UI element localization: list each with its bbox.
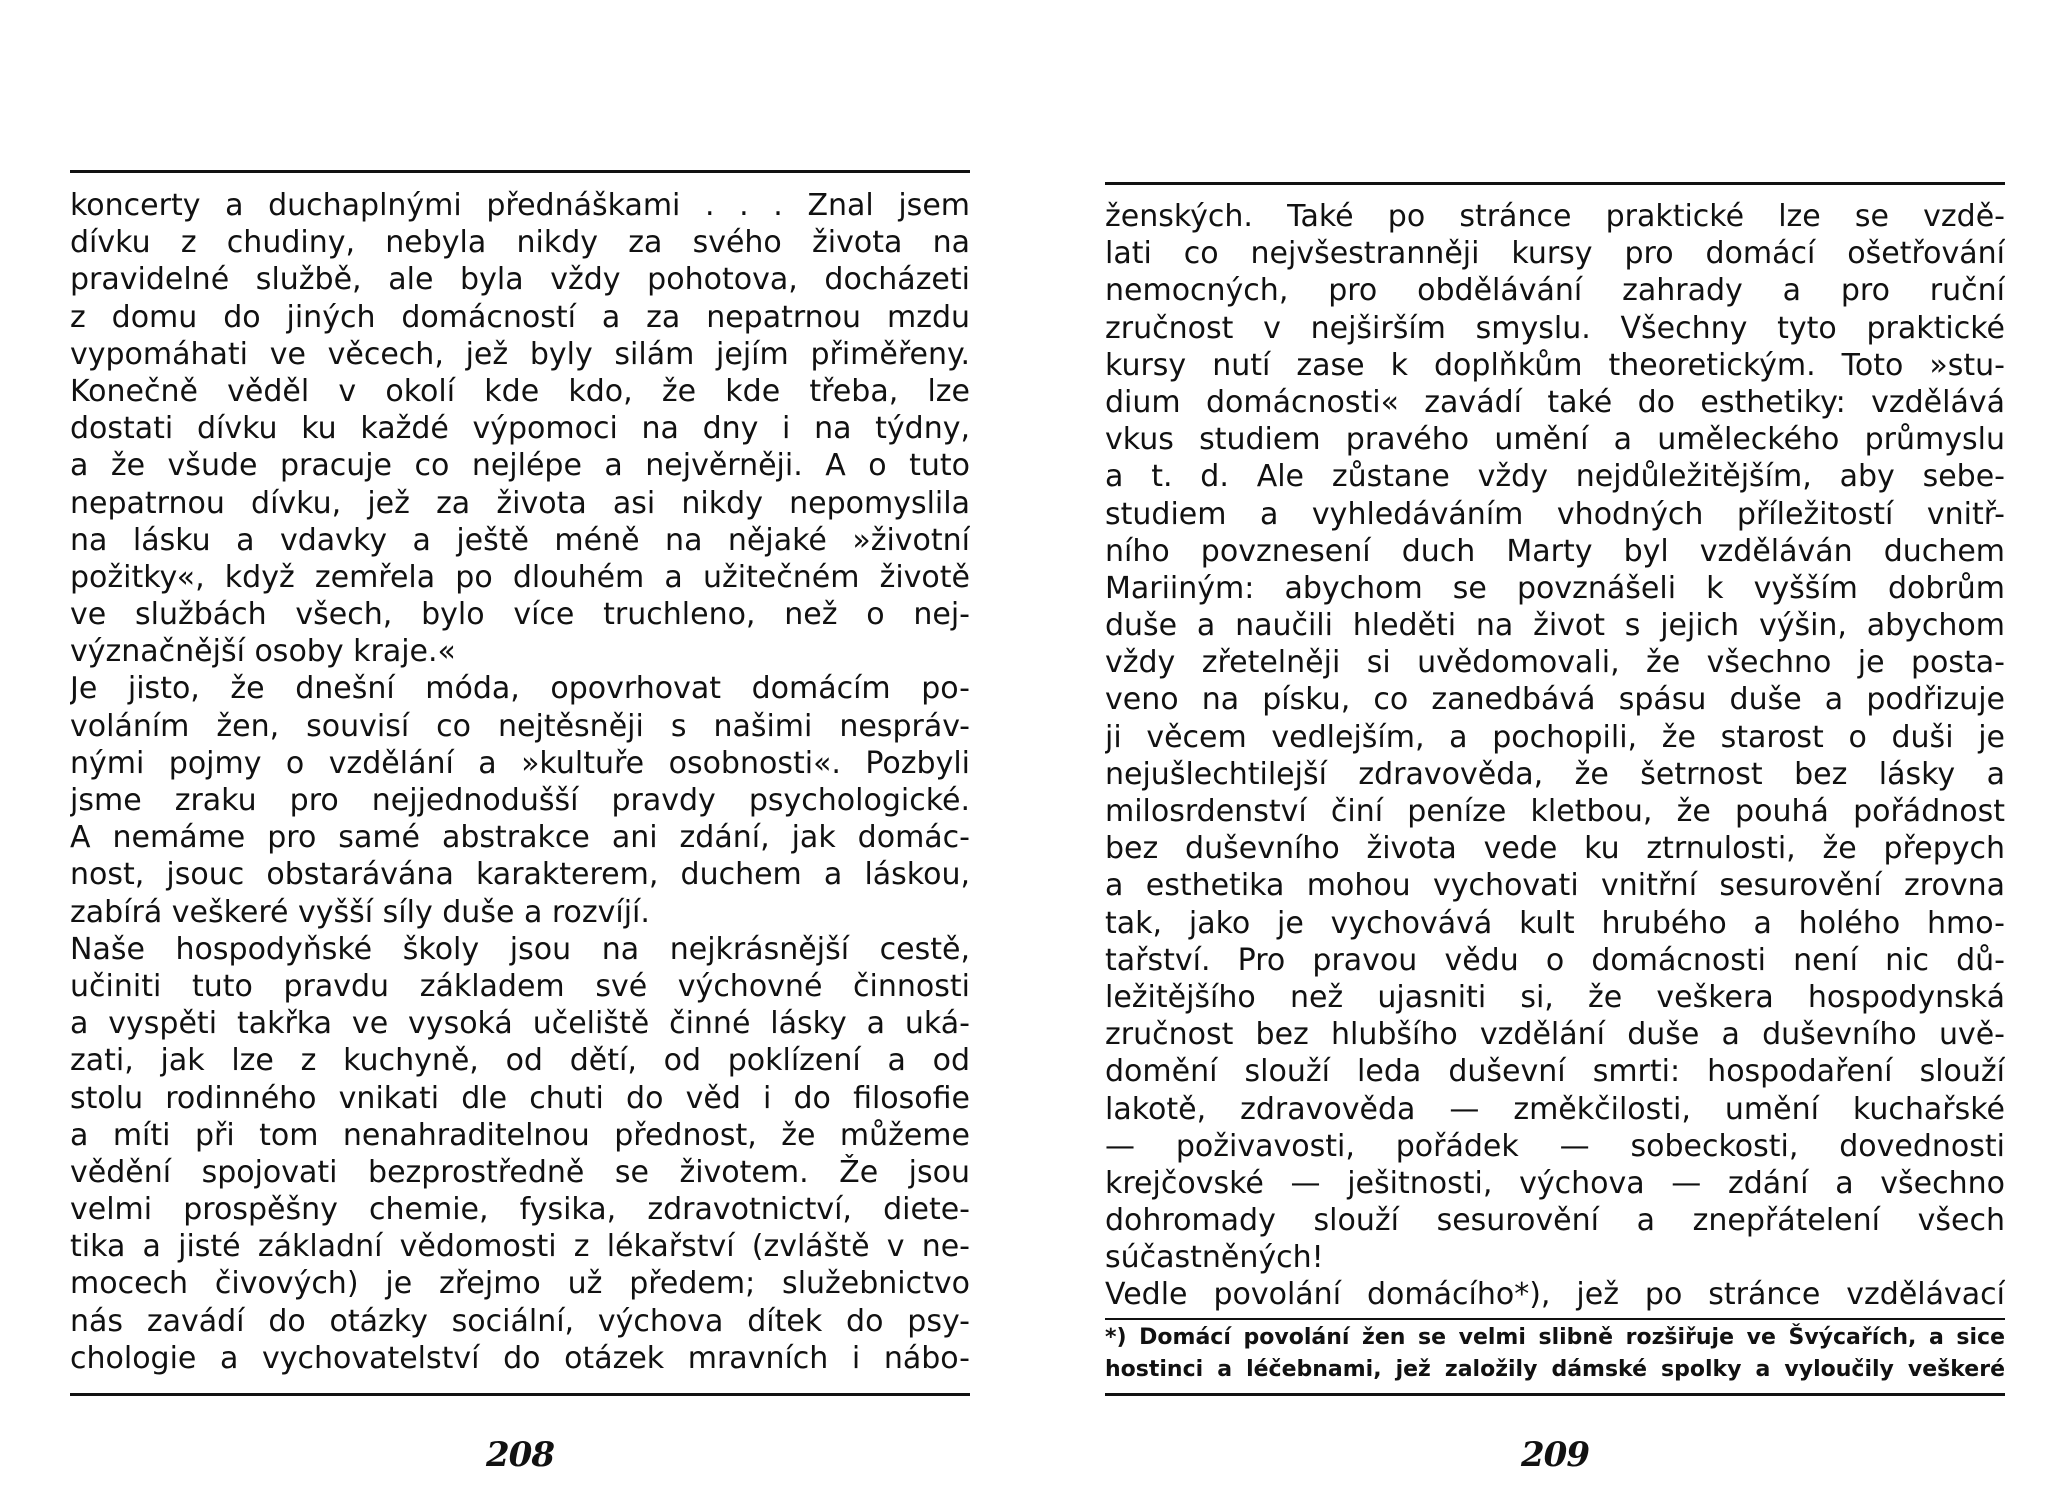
text-line: zručnost v nejširším smyslu. Všechny tyto praktické xyxy=(1105,310,2005,346)
text-line: požitky«, když zemřela po dlouhém a užitečném životě xyxy=(70,559,970,595)
top-rule xyxy=(1105,182,2005,185)
text-line: ve službách všech, bylo více truchleno, než o nej- xyxy=(70,597,970,633)
text-line: nepatrnou dívku, jež za života asi nikdy nepomyslila xyxy=(70,485,970,521)
text-line: vždy zřetelněji si uvědomovali, že všechno je posta- xyxy=(1105,645,2005,681)
text-line: koncerty a duchaplnými přednáškami . . . Znal jsem xyxy=(70,188,970,223)
text-line: tak, jako je vychovává kult hrubého a holého hmo- xyxy=(1105,905,2005,941)
text-line: kursy nutí zase k doplňkům theoretickým. Toto »stu- xyxy=(1105,347,2005,383)
text-line: ležitějšího než ujasniti si, že veškera hospodynská xyxy=(1105,979,2005,1015)
text-line: milosrdenství činí peníze kletbou, že pouhá pořádnost xyxy=(1105,794,2005,829)
text-line: ženských. Také po stránce praktické lze se vzdě- xyxy=(1105,199,2005,234)
text-line: a t. d. Ale zůstane vždy nejdůležitějším, aby sebe- xyxy=(1105,459,2005,495)
right-page-text xyxy=(1105,198,2005,1314)
text-line: mocech čivových) je zřejmo už předem; služebnictvo xyxy=(70,1266,970,1302)
text-line: lakotě, zdravověda — změkčilosti, umění kuchařské xyxy=(1105,1091,2005,1127)
text-line: zručnost bez hlubšího vzdělání duše a duševního uvě- xyxy=(1105,1017,2005,1053)
text-line: a že všude pracuje co nejlépe a nejvěrněji. A o tuto xyxy=(70,448,970,484)
text-line: učiniti tuto pravdu základem své výchovné činnosti xyxy=(70,968,970,1004)
text-line: velmi prospěšny chemie, fysika, zdravotnictví, dietе- xyxy=(70,1192,970,1228)
text-line: z domu do jiných domácností a za nepatrnou mzdu xyxy=(70,299,970,335)
bottom-rule xyxy=(1105,1393,2005,1396)
text-line: súčastněných! xyxy=(1105,1240,1324,1276)
text-line: ji věcem vedlejším, a pochopili, že starost o duši je xyxy=(1105,719,2005,755)
text-line: — poživavosti, pořádek — sobeckosti, dovednosti xyxy=(1105,1128,2005,1164)
text-line: veno na písku, co zanedbává spásu duše a podřizuje xyxy=(1105,682,2005,718)
right-page xyxy=(1105,0,2005,1500)
text-line: a vyspěti takřka ve vysoká učeliště činné lásky a uká- xyxy=(70,1006,970,1042)
text-line: ního povznesení duch Marty byl vzděláván duchem xyxy=(1105,533,2005,569)
text-line: nás zavádí do otázky sociální, výchova dítek do psy- xyxy=(70,1303,970,1339)
top-rule xyxy=(70,170,970,173)
text-line: lati co nejvšestranněji kursy pro domácí ošetřování xyxy=(1105,236,2005,272)
text-line: dostati dívku ku každé výpomoci na dny i na týdny, xyxy=(70,411,970,447)
text-line: dohromady slouží sesurovění a znepřátelení všech xyxy=(1105,1203,2005,1239)
text-line: zabírá veškeré vyšší síly duše a rozvíjí. xyxy=(70,894,650,930)
text-line: Mariiným: abychom se povznášeli k vyšším dobrům xyxy=(1105,570,2005,606)
bottom-rule xyxy=(70,1393,970,1396)
text-line: nejušlechtilejší zdravověda, že šetrnost bez lásky a xyxy=(1105,756,2005,792)
text-line: domění slouží leda duševní smrti: hospodaření slouží xyxy=(1105,1054,2005,1090)
left-page-text xyxy=(70,187,970,1377)
text-line: Je jisto, že dnešní móda, opovrhovat domácím po- xyxy=(70,671,970,707)
text-line: na lásku a vdavky a ještě méně na nějaké »životní xyxy=(70,522,970,558)
text-line: tika a jisté základní vědomosti z lékařství (zvláště v ne- xyxy=(70,1229,970,1265)
text-line: tařství. Pro pravou vědu o domácnosti není nic dů- xyxy=(1105,942,2005,978)
text-line: A nemáme pro samé abstrakce ani zdání, jak domác- xyxy=(70,820,970,856)
text-line: nost, jsouc obstarávána karakterem, duchem a láskou, xyxy=(70,857,970,893)
text-line: voláním žen, souvisí co nejtěsněji s našimi nespráv- xyxy=(70,708,970,744)
text-line: vypomáhati ve věcech, jež byly silám jejím přiměřeny. xyxy=(70,336,970,372)
text-line: pravidelné službě, ale byla vždy pohotova, docházeti xyxy=(70,262,970,298)
text-line: nými pojmy o vzdělání a »kultuře osobnosti«. Pozbyli xyxy=(70,745,970,781)
text-line: Naše hospodyňské školy jsou na nejkrásnější cestě, xyxy=(70,931,970,967)
footnote-line: *) Domácí povolání žen se velmi slibně rozšiřuje ve Švýcařích, a sice xyxy=(1105,1325,2005,1350)
footnote-line: hostinci a léčebnami, jež založily dámské spolky a vyloučily veškeré xyxy=(1105,1357,2005,1382)
text-line: a míti při tom nenahraditelnou přednost, že můžeme xyxy=(70,1117,970,1153)
text-line: vkus studiem pravého umění a uměleckého průmyslu xyxy=(1105,422,2005,458)
text-line: dium domácnosti« zavádí také do esthetiky: vzdělává xyxy=(1105,384,2005,420)
page-number: 209 xyxy=(1521,1435,1589,1475)
text-line: bez duševního života vede ku ztrnulosti, že přepych xyxy=(1105,831,2005,867)
text-line: stolu rodinného vnikati dle chuti do věd i do filosofie xyxy=(70,1080,970,1116)
footnote xyxy=(1105,1322,2005,1386)
text-line: význačnější osoby kraje.« xyxy=(70,634,456,670)
text-line: zati, jak lze z kuchyně, od dětí, od poklízení a od xyxy=(70,1043,970,1079)
text-line: nemocných, pro obdělávání zahrady a pro ruční xyxy=(1105,273,2005,309)
footnote-rule xyxy=(1105,1318,2005,1320)
text-line: studiem a vyhledáváním vhodných příležitostí vnitř- xyxy=(1105,496,2005,532)
text-line: vědění spojovati bezprostředně se životem. Že jsou xyxy=(70,1154,970,1190)
text-line: duše a naučili hleděti na život s jejich výšin, abychom xyxy=(1105,608,2005,644)
text-line: Konečně věděl v okolí kde kdo, že kde třeba, lze xyxy=(70,373,970,409)
text-line: jsme zraku pro nejjednodušší pravdy psychologické. xyxy=(70,783,970,818)
page-number: 208 xyxy=(486,1435,554,1475)
text-line: a esthetika mohou vychovati vnitřní sesurovění zrovna xyxy=(1105,868,2005,904)
text-line: chologie a vychovatelství do otázek mravních i nábo- xyxy=(70,1340,970,1376)
text-line: dívku z chudiny, nebyla nikdy za svého života na xyxy=(70,225,970,261)
text-line: Vedle povolání domácího*), jež po stránce vzdělávací xyxy=(1105,1277,2005,1313)
left-page xyxy=(70,0,970,1500)
text-line: krejčovské — ješitnosti, výchova — zdání a všechno xyxy=(1105,1165,2005,1201)
